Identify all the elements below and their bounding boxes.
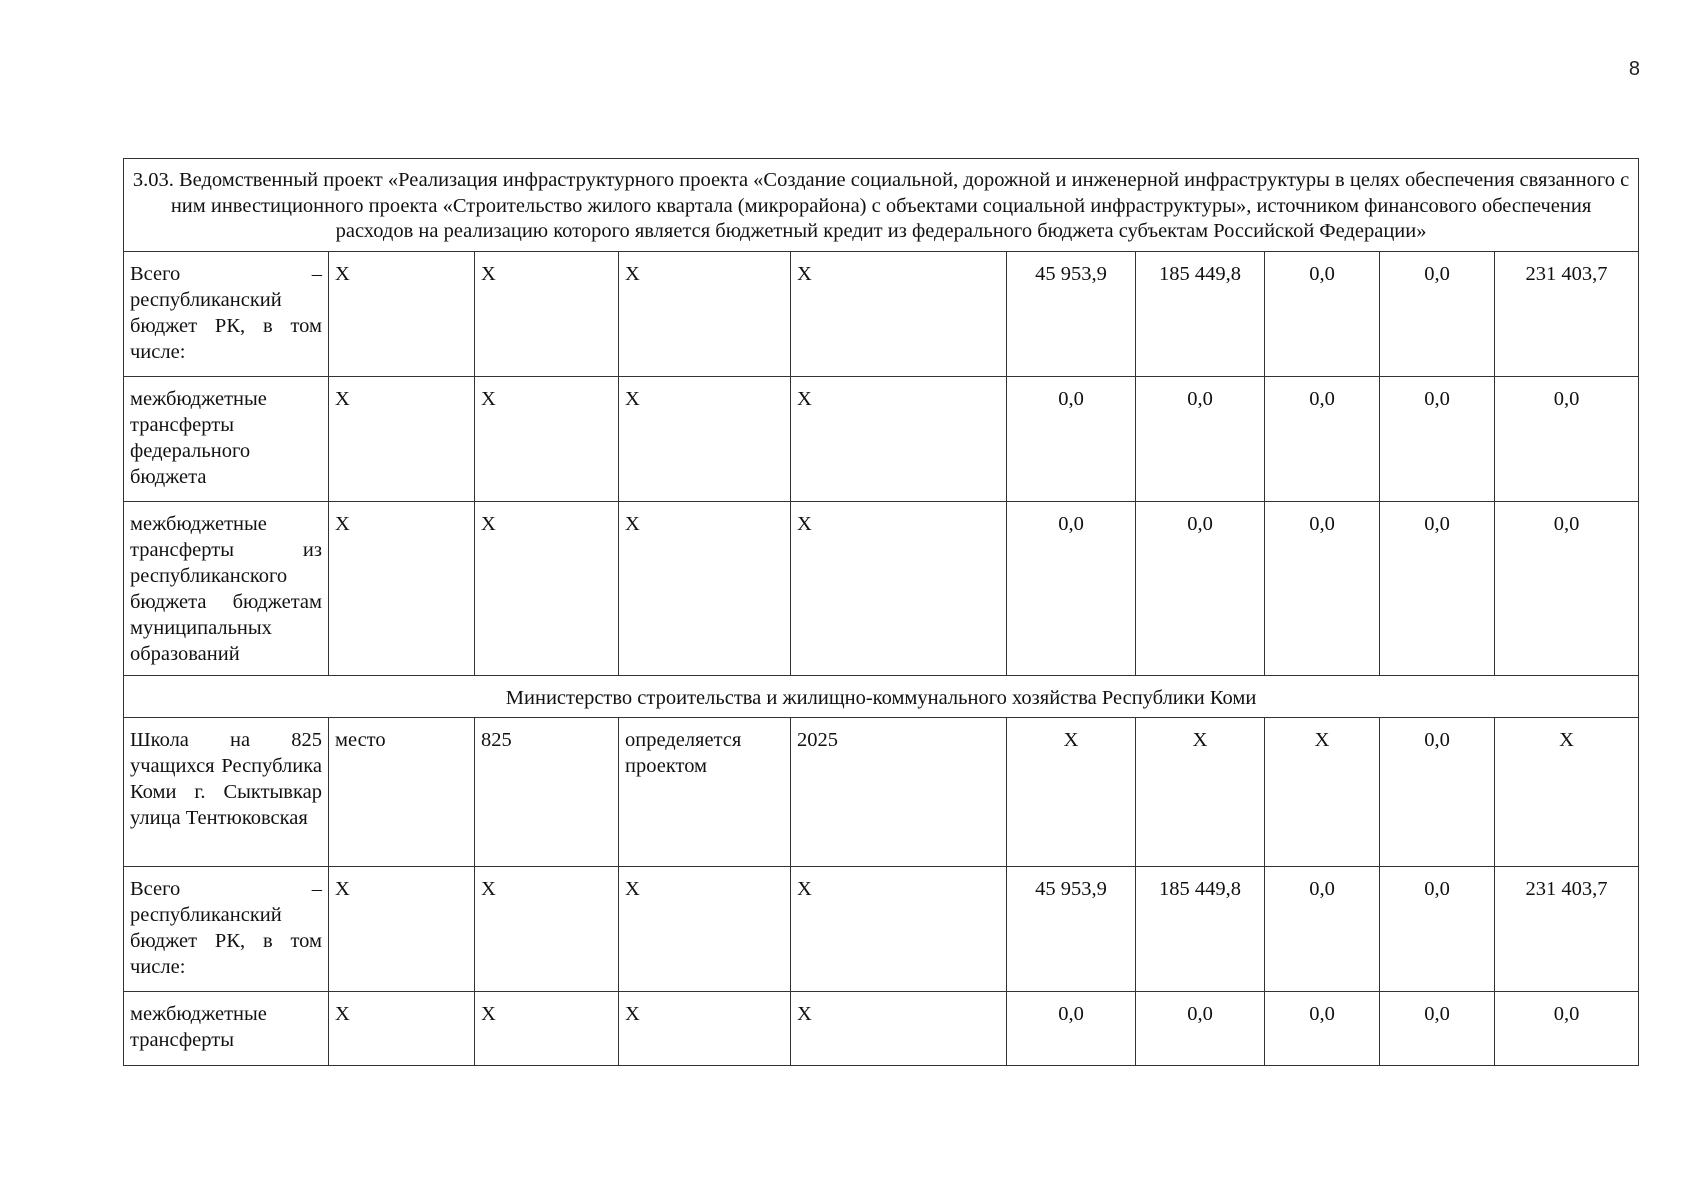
table-row	[124, 376, 1639, 501]
value-cell: 0,0	[1265, 376, 1380, 501]
value-cell: 0,0	[1265, 991, 1380, 1065]
value-cell: 0,0	[1380, 866, 1495, 991]
value-cell: 0,0	[1380, 991, 1495, 1065]
table-cell: X	[475, 501, 619, 675]
table-cell: X	[619, 991, 791, 1065]
value-cell: 0,0	[1380, 717, 1495, 866]
section-heading: 3.03. Ведомственный проект «Реализация инфраструктурного проекта «Создание социальной, дорожной и инженерной инфраструктуры в целях обеспечения связанного с ним инвестиционного проекта «Строительство жилого квартала (микрорайона) с объектами социальной инфраструктуры», источником финансового обеспечения расходов на реализацию которого является бюджетный кредит из федерального бюджета субъектам Российской Федерации»	[124, 159, 1639, 252]
table-cell: определяется проектом	[619, 717, 791, 866]
table-cell: 2025	[791, 717, 1007, 866]
ministry-heading: Министерство строительства и жилищно-коммунального хозяйства Республики Коми	[124, 675, 1639, 717]
table-cell: место	[329, 717, 475, 866]
value-cell: X	[1136, 717, 1265, 866]
table-cell: X	[619, 501, 791, 675]
ministry-row	[124, 675, 1639, 717]
table-cell: X	[619, 251, 791, 376]
table-cell: X	[791, 376, 1007, 501]
value-cell: 185 449,8	[1136, 866, 1265, 991]
value-cell: 0,0	[1495, 376, 1639, 501]
value-cell: 0,0	[1265, 251, 1380, 376]
value-cell: 0,0	[1380, 251, 1495, 376]
table-row	[124, 501, 1639, 675]
section-heading-row	[124, 159, 1639, 252]
value-cell: 0,0	[1007, 501, 1136, 675]
table-cell: X	[791, 866, 1007, 991]
table-cell: X	[329, 501, 475, 675]
table-cell: X	[619, 376, 791, 501]
table-cell: 825	[475, 717, 619, 866]
value-cell: X	[1265, 717, 1380, 866]
table-cell: X	[791, 501, 1007, 675]
value-cell: X	[1495, 717, 1639, 866]
row-label: межбюджетные трансферты из республиканского бюджета бюджетам муниципальных образований	[124, 501, 329, 675]
table-cell: X	[329, 991, 475, 1065]
value-cell: 45 953,9	[1007, 251, 1136, 376]
table-cell: X	[475, 991, 619, 1065]
value-cell: 231 403,7	[1495, 866, 1639, 991]
table-row	[124, 991, 1639, 1065]
value-cell: 185 449,8	[1136, 251, 1265, 376]
row-label: Всего – республиканский бюджет РК, в том числе:	[124, 866, 329, 991]
table-cell: X	[329, 251, 475, 376]
value-cell: 0,0	[1136, 501, 1265, 675]
value-cell: 0,0	[1495, 991, 1639, 1065]
value-cell: 45 953,9	[1007, 866, 1136, 991]
value-cell: 0,0	[1495, 501, 1639, 675]
budget-table	[123, 158, 1639, 1066]
table-row	[124, 717, 1639, 866]
value-cell: 0,0	[1007, 376, 1136, 501]
table-cell: X	[475, 376, 619, 501]
table-cell: X	[329, 376, 475, 501]
value-cell: 0,0	[1265, 501, 1380, 675]
table-row	[124, 251, 1639, 376]
value-cell: 0,0	[1136, 376, 1265, 501]
value-cell: X	[1007, 717, 1136, 866]
row-label: Школа на 825 учащихся Республика Коми г. Сыктывкар улица Тентюковская	[124, 717, 329, 866]
page-number: 8	[1628, 58, 1640, 80]
table-cell: X	[791, 251, 1007, 376]
value-cell: 0,0	[1265, 866, 1380, 991]
table-cell: X	[329, 866, 475, 991]
table-row	[124, 866, 1639, 991]
row-label: межбюджетные трансферты федерального бюджета	[124, 376, 329, 501]
value-cell: 0,0	[1380, 501, 1495, 675]
value-cell: 0,0	[1380, 376, 1495, 501]
table-cell: X	[619, 866, 791, 991]
value-cell: 0,0	[1136, 991, 1265, 1065]
value-cell: 0,0	[1007, 991, 1136, 1065]
table-cell: X	[475, 251, 619, 376]
row-label: межбюджетные трансферты	[124, 991, 329, 1065]
row-label: Всего – республиканский бюджет РК, в том числе:	[124, 251, 329, 376]
value-cell: 231 403,7	[1495, 251, 1639, 376]
table-cell: X	[791, 991, 1007, 1065]
table-cell: X	[475, 866, 619, 991]
